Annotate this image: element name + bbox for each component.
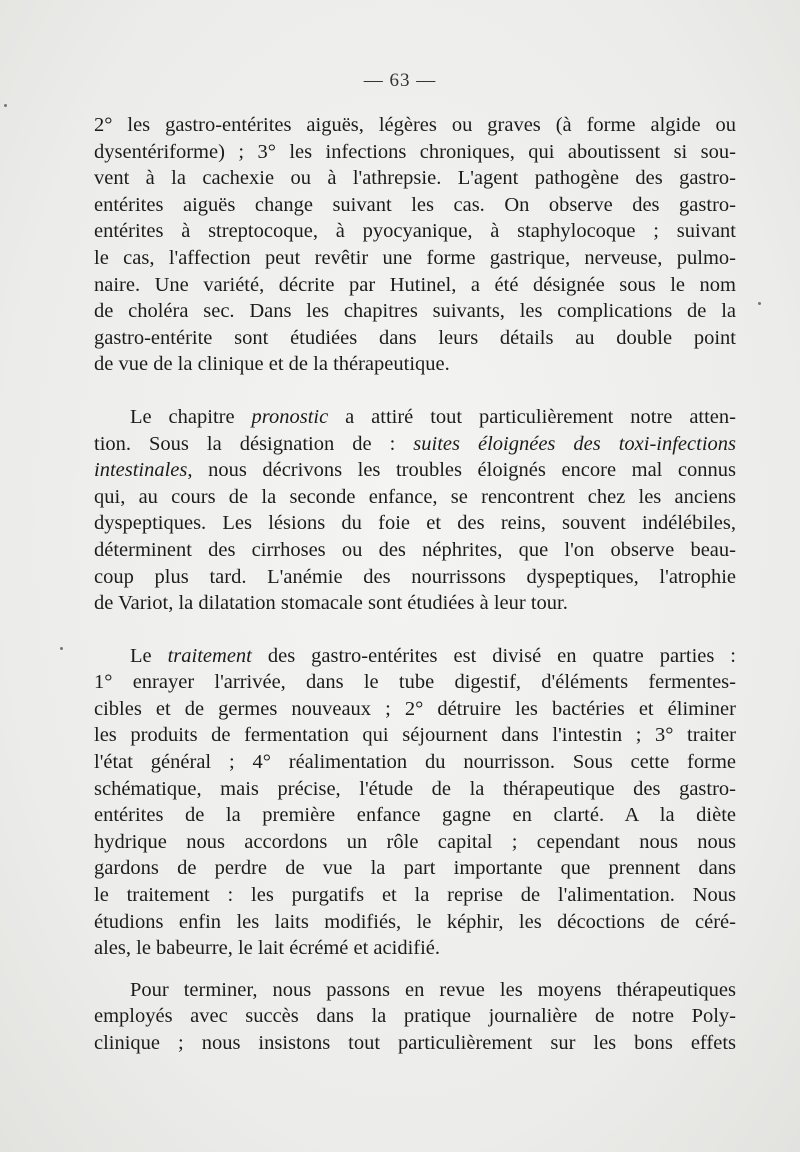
text-line: les produits de fermentation qui séjournent dans l'intestin ; 3° traiter: [94, 724, 736, 747]
paragraph-3: [94, 643, 736, 962]
text-line: [94, 404, 736, 431]
text-line: employés avec succès dans la pratique journalière de notre Poly-: [94, 1005, 736, 1028]
text-line: étudions enfin les laits modifiés, le képhir, les décoctions de céré-: [94, 910, 736, 933]
page-number: — 63 —: [363, 70, 437, 91]
paragraph-gap: [94, 378, 736, 404]
emphasis-traitement: traitement: [167, 644, 252, 667]
text-line: gardons de perdre de vue la part importante que prennent dans: [94, 857, 736, 880]
text-line: gastro-entérite sont étudiées dans leurs détails au double point: [94, 326, 736, 349]
text-line: [94, 431, 736, 458]
text-line: 1° enrayer l'arrivée, dans le tube digestif, d'éléments fermentes-: [94, 671, 736, 694]
emphasis-pronostic: pronostic: [251, 405, 329, 428]
text-line: de vue de la clinique et de la thérapeutique.: [94, 353, 450, 376]
text-run: Le chapitre: [130, 405, 252, 428]
text-line: entérites à streptocoque, à pyocyanique, à staphylocoque ; suivant: [94, 220, 736, 243]
text-line: dyspeptiques. Les lésions du foie et des reins, souvent indélébiles,: [94, 512, 736, 535]
text-line: coup plus tard. L'anémie des nourrissons dyspeptiques, l'atrophie: [94, 565, 736, 588]
paragraph-1: [94, 112, 736, 378]
text-line: de choléra sec. Dans les chapitres suivants, les complications de la: [94, 300, 736, 323]
text-line: Pour terminer, nous passons en revue les moyens thérapeutiques: [130, 978, 736, 1001]
text-line: cibles et de germes nouveaux ; 2° détruire les bactéries et éliminer: [94, 697, 736, 720]
text-line: le cas, l'affection peut revêtir une forme gastrique, nerveuse, pulmo-: [94, 246, 736, 269]
text-line: qui, au cours de la seconde enfance, se rencontrent chez les anciens: [94, 485, 736, 508]
body-text: [94, 112, 736, 1057]
text-run: tion. Sous la désignation de :: [94, 432, 414, 455]
text-line: le traitement : les purgatifs et la reprise de l'alimentation. Nous: [94, 884, 736, 907]
text-line: schématique, mais précise, l'étude de la thérapeutique des gastro-: [94, 777, 736, 800]
text-line: ales, le babeurre, le lait écrémé et acidifié.: [94, 937, 441, 960]
text-line: hydrique nous accordons un rôle capital ; cependant nous nous: [94, 830, 736, 853]
text-line: l'état général ; 4° réalimentation du nourrisson. Sous cette forme: [94, 751, 736, 774]
text-line: entérites aiguës change suivant les cas. On observe des gastro-: [94, 193, 736, 216]
text-line: naire. Une variété, décrite par Hutinel, a été désignée sous le nom: [94, 273, 736, 296]
text-run: Le: [130, 644, 168, 667]
scan-speck: [60, 647, 63, 650]
text-line: vent à la cachexie ou à l'athrepsie. L'agent pathogène des gastro-: [94, 167, 736, 190]
paragraph-4: [94, 977, 736, 1057]
paragraph-gap: [94, 617, 736, 643]
scan-speck: [4, 104, 7, 107]
emphasis-suites: suites éloignées des toxi-infections: [413, 432, 737, 455]
text-line: de Variot, la dilatation stomacale sont étudiées à leur tour.: [94, 592, 568, 615]
text-line: déterminent des cirrhoses ou des néphrites, que l'on observe beau-: [94, 538, 736, 561]
text-line: [94, 643, 736, 670]
text-run: , nous décrivons les troubles éloignés encore mal connus: [187, 459, 736, 482]
text-run: des gastro-entérites est divisé en quatre parties :: [251, 644, 737, 667]
text-line: [94, 457, 736, 484]
text-run: a attiré tout particulièrement notre atten-: [328, 405, 736, 428]
text-line: dysentériforme) ; 3° les infections chroniques, qui aboutissent si sou-: [94, 140, 736, 163]
scan-speck: [758, 302, 761, 305]
text-line: entérites de la première enfance gagne en clarté. A la diète: [94, 804, 736, 827]
paragraph-2: [94, 404, 736, 617]
text-line: 2° les gastro-entérites aiguës, légères ou graves (à forme algide ou: [94, 114, 736, 136]
emphasis-intestinales: intestinales: [94, 459, 188, 482]
paragraph-gap: [94, 962, 736, 977]
text-line: clinique ; nous insistons tout particulièrement sur les bons effets: [94, 1032, 736, 1054]
